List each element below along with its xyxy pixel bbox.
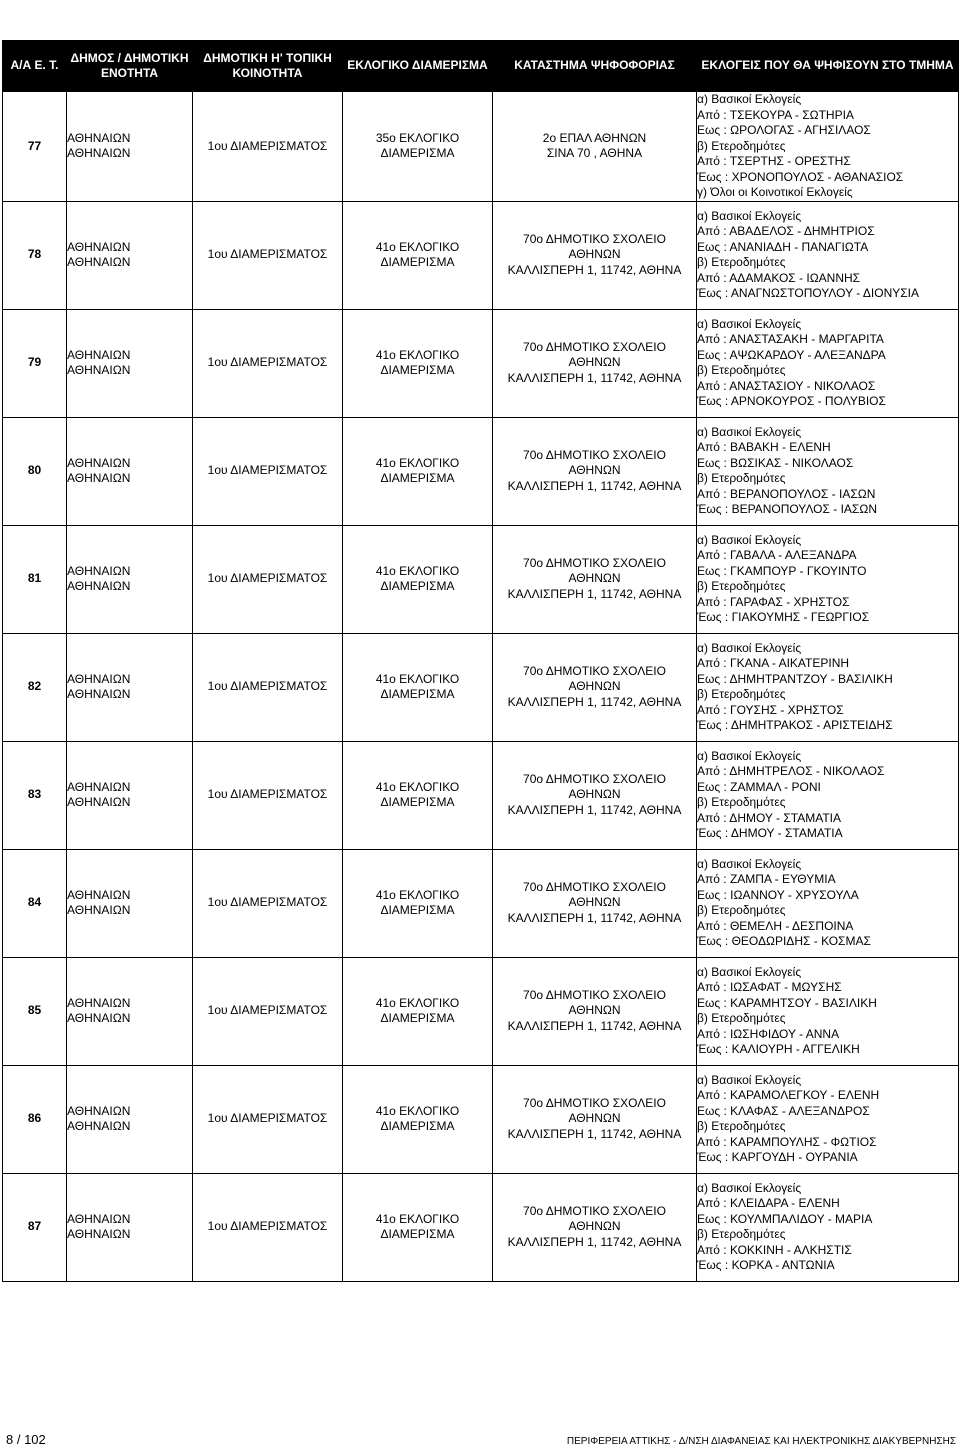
polling-store-cell bbox=[493, 957, 697, 1065]
municipal-unit-name: ΑΘΗΝΑΙΩΝ bbox=[67, 471, 131, 485]
row-number: 77 bbox=[3, 92, 67, 202]
voter-range-line: α) Βασικοί Εκλογείς bbox=[697, 1180, 802, 1195]
district-cell bbox=[343, 92, 493, 202]
row-number: 79 bbox=[3, 309, 67, 417]
municipality-cell bbox=[67, 92, 193, 202]
voter-range-line: α) Βασικοί Εκλογείς bbox=[697, 92, 802, 106]
district-line: ΔΙΑΜΕΡΙΣΜΑ bbox=[380, 903, 455, 917]
voter-range-line: α) Βασικοί Εκλογείς bbox=[697, 208, 802, 223]
district-line: ΔΙΑΜΕΡΙΣΜΑ bbox=[380, 146, 455, 161]
row-number: 87 bbox=[3, 1173, 67, 1281]
table-row bbox=[3, 849, 959, 957]
voter-range-line: α) Βασικοί Εκλογείς bbox=[697, 1072, 802, 1087]
community-cell: 1ου ΔΙΑΜΕΡΙΣΜΑΤΟΣ bbox=[193, 309, 343, 417]
voter-range-line: β) Ετεροδημότες bbox=[697, 1119, 786, 1133]
polling-store-cell bbox=[493, 201, 697, 309]
voter-range-line: Εως : ΖΑΜΜΑΛ - ΡΟΝΙ bbox=[697, 779, 821, 794]
store-address: ΚΑΛΛΙΣΠΕΡΗ 1, 11742, ΑΘΗΝΑ bbox=[507, 370, 682, 385]
polling-store-cell bbox=[493, 417, 697, 525]
store-address: ΚΑΛΛΙΣΠΕΡΗ 1, 11742, ΑΘΗΝΑ bbox=[507, 262, 682, 277]
store-line: ΑΘΗΝΩΝ bbox=[568, 571, 621, 586]
voters-cell bbox=[697, 849, 959, 957]
voter-range-line: Εως : ΑΨΩΚΑΡΔΟΥ - ΑΛΕΞΑΝΔΡΑ bbox=[697, 347, 886, 362]
row-number: 83 bbox=[3, 741, 67, 849]
district-line: ΔΙΑΜΕΡΙΣΜΑ bbox=[380, 1011, 455, 1025]
header-voters: ΕΚΛΟΓΕΙΣ ΠΟΥ ΘΑ ΨΗΦΙΣΟΥΝ ΣΤΟ ΤΜΗΜΑ bbox=[697, 41, 959, 92]
voters-cell bbox=[697, 633, 959, 741]
voter-range-line: Από : ΓΑΡΑΦΑΣ - ΧΡΗΣΤΟΣ bbox=[697, 594, 850, 609]
table-row bbox=[3, 741, 959, 849]
voter-range-line: Από : ΓΑΒΑΛΑ - ΑΛΕΞΑΝΔΡΑ bbox=[697, 548, 857, 562]
voter-range-line: Εως : ΚΛΑΦΑΣ - ΑΛΕΞΑΝΔΡΟΣ bbox=[697, 1103, 870, 1118]
header-store: ΚΑΤΑΣΤΗΜΑ ΨΗΦΟΦΟΡΙΑΣ bbox=[493, 41, 697, 92]
voter-range-line: Από : ΤΣΕΡΤΗΣ - ΟΡΕΣΤΗΣ bbox=[697, 154, 851, 168]
municipality-cell bbox=[67, 633, 193, 741]
municipality-name: ΑΘΗΝΑΙΩΝ bbox=[67, 1211, 131, 1226]
store-line: ΑΘΗΝΩΝ bbox=[568, 1111, 621, 1126]
store-address: ΚΑΛΛΙΣΠΕΡΗ 1, 11742, ΑΘΗΝΑ bbox=[507, 1234, 682, 1249]
header-municipality: ΔΗΜΟΣ / ΔΗΜΟΤΙΚΗ ΕΝΟΤΗΤΑ bbox=[67, 41, 193, 92]
voter-range-line: β) Ετεροδημότες bbox=[697, 138, 786, 153]
voter-range-line: Εως : ΔΗΜΗΤΡΑΝΤΖΟΥ - ΒΑΣΙΛΙΚΗ bbox=[697, 671, 893, 686]
table-row bbox=[3, 309, 959, 417]
municipality-name: ΑΘΗΝΑΙΩΝ bbox=[67, 455, 131, 470]
store-line: ΑΘΗΝΩΝ bbox=[568, 679, 621, 694]
polling-store-cell bbox=[493, 741, 697, 849]
municipality-cell bbox=[67, 309, 193, 417]
voter-range-line: Εως : ΒΩΣΙΚΑΣ - ΝΙΚΟΛΑΟΣ bbox=[697, 455, 854, 470]
voter-range-line: Από : ΚΛΕΙΔΑΡΑ - ΕΛΕΝΗ bbox=[697, 1196, 840, 1210]
municipality-name: ΑΘΗΝΑΙΩΝ bbox=[67, 995, 131, 1010]
store-address: ΚΑΛΛΙΣΠΕΡΗ 1, 11742, ΑΘΗΝΑ bbox=[507, 910, 682, 925]
municipal-unit-name: ΑΘΗΝΑΙΩΝ bbox=[67, 795, 131, 809]
store-address: ΚΑΛΛΙΣΠΕΡΗ 1, 11742, ΑΘΗΝΑ bbox=[507, 478, 682, 493]
voters-cell bbox=[697, 957, 959, 1065]
district-line: 41ο ΕΚΛΟΓΙΚΟ bbox=[375, 995, 460, 1010]
voter-range-line: α) Βασικοί Εκλογείς bbox=[697, 532, 802, 547]
district-cell bbox=[343, 309, 493, 417]
municipality-cell bbox=[67, 957, 193, 1065]
voter-range-line: Από : ΙΩΣΑΦΑΤ - ΜΩΥΣΗΣ bbox=[697, 980, 842, 994]
polling-store-cell bbox=[493, 1065, 697, 1173]
municipality-name: ΑΘΗΝΑΙΩΝ bbox=[67, 1103, 131, 1118]
municipality-cell bbox=[67, 849, 193, 957]
community-cell: 1ου ΔΙΑΜΕΡΙΣΜΑΤΟΣ bbox=[193, 957, 343, 1065]
voter-range-line: β) Ετεροδημότες bbox=[697, 255, 786, 269]
community-cell: 1ου ΔΙΑΜΕΡΙΣΜΑΤΟΣ bbox=[193, 1065, 343, 1173]
voter-range-line: Από : ΖΑΜΠΑ - ΕΥΘΥΜΙΑ bbox=[697, 872, 836, 886]
municipality-name: ΑΘΗΝΑΙΩΝ bbox=[67, 671, 131, 686]
store-name: 70ο ΔΗΜΟΤΙΚΟ ΣΧΟΛΕΙΟ bbox=[523, 1203, 666, 1218]
voter-range-line: Από : ΚΑΡΑΜΟΛΕΓΚΟΥ - ΕΛΕΝΗ bbox=[697, 1088, 880, 1102]
store-name: 70ο ΔΗΜΟΤΙΚΟ ΣΧΟΛΕΙΟ bbox=[523, 231, 666, 246]
voter-range-line: Από : ΒΕΡΑΝΟΠΟΥΛΟΣ - ΙΑΣΩΝ bbox=[697, 486, 876, 501]
store-name: 70ο ΔΗΜΟΤΙΚΟ ΣΧΟΛΕΙΟ bbox=[523, 771, 666, 786]
row-number: 78 bbox=[3, 201, 67, 309]
voter-range-line: β) Ετεροδημότες bbox=[697, 471, 786, 485]
row-number: 81 bbox=[3, 525, 67, 633]
municipal-unit-name: ΑΘΗΝΑΙΩΝ bbox=[67, 1227, 131, 1241]
store-name: 70ο ΔΗΜΟΤΙΚΟ ΣΧΟΛΕΙΟ bbox=[523, 447, 666, 462]
voter-range-line: Από : ΚΟΚΚΙΝΗ - ΑΛΚΗΣΤΙΣ bbox=[697, 1242, 852, 1257]
voters-cell bbox=[697, 525, 959, 633]
municipality-cell bbox=[67, 201, 193, 309]
voters-cell bbox=[697, 1065, 959, 1173]
district-line: 41ο ΕΚΛΟΓΙΚΟ bbox=[375, 1103, 460, 1118]
voter-range-line: Από : ΔΗΜΟΥ - ΣΤΑΜΑΤΙΑ bbox=[697, 810, 842, 825]
store-line: ΣΙΝΑ 70 , ΑΘΗΝΑ bbox=[546, 146, 643, 161]
community-cell: 1ου ΔΙΑΜΕΡΙΣΜΑΤΟΣ bbox=[193, 849, 343, 957]
header-num: Α/Α Ε. Τ. bbox=[3, 41, 67, 92]
voter-range-line: Εως : ΩΡΟΛΟΓΑΣ - ΑΓΗΣΙΛΑΟΣ bbox=[697, 123, 871, 137]
polling-stations-table bbox=[2, 40, 959, 1282]
table-row bbox=[3, 201, 959, 309]
community-cell: 1ου ΔΙΑΜΕΡΙΣΜΑΤΟΣ bbox=[193, 417, 343, 525]
store-line: ΑΘΗΝΩΝ bbox=[568, 787, 621, 802]
municipality-name: ΑΘΗΝΑΙΩΝ bbox=[67, 130, 131, 145]
voter-range-line: Εως : ΚΑΡΑΜΗΤΣΟΥ - ΒΑΣΙΛΙΚΗ bbox=[697, 995, 877, 1010]
polling-store-cell bbox=[493, 1173, 697, 1281]
district-line: 35ο ΕΚΛΟΓΙΚΟ bbox=[375, 130, 460, 145]
community-cell: 1ου ΔΙΑΜΕΡΙΣΜΑΤΟΣ bbox=[193, 741, 343, 849]
store-line: ΑΘΗΝΩΝ bbox=[568, 895, 621, 910]
voter-range-line: Από : ΑΒΑΔΕΛΟΣ - ΔΗΜΗΤΡΙΟΣ bbox=[697, 224, 875, 238]
store-line: ΑΘΗΝΩΝ bbox=[568, 1003, 621, 1018]
municipal-unit-name: ΑΘΗΝΑΙΩΝ bbox=[67, 363, 131, 377]
voter-range-line: Έως : ΔΗΜΟΥ - ΣΤΑΜΑΤΙΑ bbox=[697, 826, 843, 840]
header-community: ΔΗΜΟΤΙΚΗ Η' ΤΟΠΙΚΗ ΚΟΙΝΟΤΗΤΑ bbox=[193, 41, 343, 92]
municipal-unit-name: ΑΘΗΝΑΙΩΝ bbox=[67, 903, 131, 917]
footer-organization: ΠΕΡΙΦΕΡΕΙΑ ΑΤΤΙΚΗΣ - Δ/ΝΣΗ ΔΙΑΦΑΝΕΙΑΣ ΚΑΙ ΗΛΕΚΤΡΟΝΙΚΗΣ ΔΙΑΚΥΒΕΡΝΗΣΗΣ bbox=[566, 1436, 956, 1447]
row-number: 84 bbox=[3, 849, 67, 957]
district-line: 41ο ΕΚΛΟΓΙΚΟ bbox=[375, 455, 460, 470]
store-name: 70ο ΔΗΜΟΤΙΚΟ ΣΧΟΛΕΙΟ bbox=[523, 339, 666, 354]
voter-range-line: β) Ετεροδημότες bbox=[697, 795, 786, 809]
store-name: 2ο ΕΠΑΛ ΑΘΗΝΩΝ bbox=[542, 130, 647, 145]
municipal-unit-name: ΑΘΗΝΑΙΩΝ bbox=[67, 255, 131, 269]
voter-range-line: Εως : ΓΚΑΜΠΟΥΡ - ΓΚΟΥΙΝΤΟ bbox=[697, 563, 867, 578]
district-line: 41ο ΕΚΛΟΓΙΚΟ bbox=[375, 671, 460, 686]
voter-range-line: Από : ΤΣΕΚΟΥΡΑ - ΣΩΤΗΡΙΑ bbox=[697, 107, 854, 122]
store-address: ΚΑΛΛΙΣΠΕΡΗ 1, 11742, ΑΘΗΝΑ bbox=[507, 586, 682, 601]
municipality-name: ΑΘΗΝΑΙΩΝ bbox=[67, 887, 131, 902]
municipality-cell bbox=[67, 417, 193, 525]
voter-range-line: Από : ΙΩΣΗΦΙΔΟΥ - ΑΝΝΑ bbox=[697, 1026, 840, 1041]
voter-range-line: Από : ΑΔΑΜΑΚΟΣ - ΙΩΑΝΝΗΣ bbox=[697, 270, 861, 285]
district-cell bbox=[343, 633, 493, 741]
district-line: 41ο ΕΚΛΟΓΙΚΟ bbox=[375, 779, 460, 794]
municipality-cell bbox=[67, 1173, 193, 1281]
store-address: ΚΑΛΛΙΣΠΕΡΗ 1, 11742, ΑΘΗΝΑ bbox=[507, 802, 682, 817]
voter-range-line: Έως : ΧΡΟΝΟΠΟΥΛΟΣ - ΑΘΑΝΑΣΙΟΣ bbox=[697, 169, 904, 184]
polling-store-cell bbox=[493, 849, 697, 957]
voter-range-line: α) Βασικοί Εκλογείς bbox=[697, 964, 802, 979]
district-cell bbox=[343, 1065, 493, 1173]
voter-range-line: Από : ΒΑΒΑΚΗ - ΕΛΕΝΗ bbox=[697, 440, 831, 454]
voter-range-line: Έως : ΚΑΛΙΟΥΡΗ - ΑΓΓΕΛΙΚΗ bbox=[697, 1042, 860, 1056]
store-address: ΚΑΛΛΙΣΠΕΡΗ 1, 11742, ΑΘΗΝΑ bbox=[507, 1126, 682, 1141]
voters-cell bbox=[697, 1173, 959, 1281]
voter-range-line: β) Ετεροδημότες bbox=[697, 1011, 786, 1025]
district-cell bbox=[343, 1173, 493, 1281]
community-cell: 1ου ΔΙΑΜΕΡΙΣΜΑΤΟΣ bbox=[193, 633, 343, 741]
voter-range-line: Από : ΑΝΑΣΤΑΣΑΚΗ - ΜΑΡΓΑΡΙΤΑ bbox=[697, 332, 884, 346]
voters-cell bbox=[697, 417, 959, 525]
municipal-unit-name: ΑΘΗΝΑΙΩΝ bbox=[67, 1119, 131, 1133]
voter-range-line: α) Βασικοί Εκλογείς bbox=[697, 856, 802, 871]
voter-range-line: Εως : ΙΩΑΝΝΟΥ - ΧΡΥΣΟΥΛΑ bbox=[697, 887, 859, 902]
district-line: ΔΙΑΜΕΡΙΣΜΑ bbox=[380, 255, 455, 269]
district-line: ΔΙΑΜΕΡΙΣΜΑ bbox=[380, 795, 455, 809]
municipal-unit-name: ΑΘΗΝΑΙΩΝ bbox=[67, 1011, 131, 1025]
district-cell bbox=[343, 741, 493, 849]
district-cell bbox=[343, 957, 493, 1065]
store-address: ΚΑΛΛΙΣΠΕΡΗ 1, 11742, ΑΘΗΝΑ bbox=[507, 694, 682, 709]
municipality-cell bbox=[67, 741, 193, 849]
table-row bbox=[3, 1173, 959, 1281]
voter-range-line: Έως : ΚΑΡΓΟΥΔΗ - ΟΥΡΑΝΙΑ bbox=[697, 1150, 858, 1164]
voter-range-line: Έως : ΚΟΡΚΑ - ΑΝΤΩΝΙΑ bbox=[697, 1258, 835, 1272]
municipality-name: ΑΘΗΝΑΙΩΝ bbox=[67, 239, 131, 254]
store-name: 70ο ΔΗΜΟΤΙΚΟ ΣΧΟΛΕΙΟ bbox=[523, 879, 666, 894]
district-cell bbox=[343, 849, 493, 957]
community-cell: 1ου ΔΙΑΜΕΡΙΣΜΑΤΟΣ bbox=[193, 1173, 343, 1281]
header-district: ΕΚΛΟΓΙΚΟ ΔΙΑΜΕΡΙΣΜΑ bbox=[343, 41, 493, 92]
voter-range-line: β) Ετεροδημότες bbox=[697, 363, 786, 377]
municipal-unit-name: ΑΘΗΝΑΙΩΝ bbox=[67, 146, 131, 161]
row-number: 82 bbox=[3, 633, 67, 741]
store-name: 70ο ΔΗΜΟΤΙΚΟ ΣΧΟΛΕΙΟ bbox=[523, 663, 666, 678]
voter-range-line: Από : ΑΝΑΣΤΑΣΙΟΥ - ΝΙΚΟΛΑΟΣ bbox=[697, 378, 876, 393]
district-line: ΔΙΑΜΕΡΙΣΜΑ bbox=[380, 1227, 455, 1241]
store-line: ΑΘΗΝΩΝ bbox=[568, 247, 621, 262]
voter-range-line: β) Ετεροδημότες bbox=[697, 1227, 786, 1241]
voter-range-line: Έως : ΘΕΟΔΩΡΙΔΗΣ - ΚΟΣΜΑΣ bbox=[697, 934, 871, 948]
voters-cell bbox=[697, 741, 959, 849]
district-line: 41ο ΕΚΛΟΓΙΚΟ bbox=[375, 347, 460, 362]
polling-store-cell bbox=[493, 633, 697, 741]
voter-range-line: Έως : ΒΕΡΑΝΟΠΟΥΛΟΣ - ΙΑΣΩΝ bbox=[697, 502, 877, 516]
polling-store-cell bbox=[493, 309, 697, 417]
district-cell bbox=[343, 201, 493, 309]
voter-range-line: α) Βασικοί Εκλογείς bbox=[697, 640, 802, 655]
municipality-name: ΑΘΗΝΑΙΩΝ bbox=[67, 779, 131, 794]
voter-range-line: β) Ετεροδημότες bbox=[697, 903, 786, 917]
voters-cell bbox=[697, 309, 959, 417]
store-line: ΑΘΗΝΩΝ bbox=[568, 355, 621, 370]
municipal-unit-name: ΑΘΗΝΑΙΩΝ bbox=[67, 579, 131, 593]
voter-range-line: α) Βασικοί Εκλογείς bbox=[697, 748, 802, 763]
polling-store-cell bbox=[493, 525, 697, 633]
municipality-name: ΑΘΗΝΑΙΩΝ bbox=[67, 563, 131, 578]
voters-cell bbox=[697, 201, 959, 309]
voter-range-line: Από : ΚΑΡΑΜΠΟΥΛΗΣ - ΦΩΤΙΟΣ bbox=[697, 1134, 877, 1149]
district-line: ΔΙΑΜΕΡΙΣΜΑ bbox=[380, 471, 455, 485]
voter-range-line: α) Βασικοί Εκλογείς bbox=[697, 316, 802, 331]
municipal-unit-name: ΑΘΗΝΑΙΩΝ bbox=[67, 687, 131, 701]
voter-range-line: Από : ΔΗΜΗΤΡΕΛΟΣ - ΝΙΚΟΛΑΟΣ bbox=[697, 764, 885, 778]
district-line: 41ο ΕΚΛΟΓΙΚΟ bbox=[375, 1211, 460, 1226]
table-row bbox=[3, 633, 959, 741]
municipality-cell bbox=[67, 1065, 193, 1173]
voter-range-line: Εως : ΚΟΥΛΜΠΑΛΙΔΟΥ - ΜΑΡΙΑ bbox=[697, 1211, 873, 1226]
district-cell bbox=[343, 525, 493, 633]
voter-range-line: Έως : ΑΡΝΟΚΟΥΡΟΣ - ΠΟΛΥΒΙΟΣ bbox=[697, 394, 886, 408]
municipality-name: ΑΘΗΝΑΙΩΝ bbox=[67, 347, 131, 362]
community-cell: 1ου ΔΙΑΜΕΡΙΣΜΑΤΟΣ bbox=[193, 92, 343, 202]
district-line: 41ο ΕΚΛΟΓΙΚΟ bbox=[375, 563, 460, 578]
table-header-row bbox=[3, 41, 959, 92]
municipality-cell bbox=[67, 525, 193, 633]
community-cell: 1ου ΔΙΑΜΕΡΙΣΜΑΤΟΣ bbox=[193, 201, 343, 309]
district-line: ΔΙΑΜΕΡΙΣΜΑ bbox=[380, 579, 455, 593]
district-line: 41ο ΕΚΛΟΓΙΚΟ bbox=[375, 887, 460, 902]
store-name: 70ο ΔΗΜΟΤΙΚΟ ΣΧΟΛΕΙΟ bbox=[523, 555, 666, 570]
store-line: ΑΘΗΝΩΝ bbox=[568, 1219, 621, 1234]
voter-range-line: β) Ετεροδημότες bbox=[697, 687, 786, 701]
table-row bbox=[3, 957, 959, 1065]
community-cell: 1ου ΔΙΑΜΕΡΙΣΜΑΤΟΣ bbox=[193, 525, 343, 633]
polling-store-cell bbox=[493, 92, 697, 202]
store-name: 70ο ΔΗΜΟΤΙΚΟ ΣΧΟΛΕΙΟ bbox=[523, 987, 666, 1002]
voter-range-line: Έως : ΔΗΜΗΤΡΑΚΟΣ - ΑΡΙΣΤΕΙΔΗΣ bbox=[697, 718, 893, 732]
table-row bbox=[3, 525, 959, 633]
page-number: 8 / 102 bbox=[6, 1432, 46, 1447]
table-row bbox=[3, 1065, 959, 1173]
voter-range-line: Έως : ΓΙΑΚΟΥΜΗΣ - ΓΕΩΡΓΙΟΣ bbox=[697, 610, 870, 624]
district-line: ΔΙΑΜΕΡΙΣΜΑ bbox=[380, 1119, 455, 1133]
store-line: ΑΘΗΝΩΝ bbox=[568, 463, 621, 478]
voter-range-line: α) Βασικοί Εκλογείς bbox=[697, 424, 802, 439]
store-address: ΚΑΛΛΙΣΠΕΡΗ 1, 11742, ΑΘΗΝΑ bbox=[507, 1018, 682, 1033]
voter-range-line: Έως : ΑΝΑΓΝΩΣΤΟΠΟΥΛΟΥ - ΔΙΟΝΥΣΙΑ bbox=[697, 286, 920, 300]
voter-range-line: Από : ΓΚΑΝΑ - ΑΙΚΑΤΕΡΙΝΗ bbox=[697, 656, 850, 670]
table-row bbox=[3, 417, 959, 525]
voters-cell bbox=[697, 92, 959, 202]
store-name: 70ο ΔΗΜΟΤΙΚΟ ΣΧΟΛΕΙΟ bbox=[523, 1095, 666, 1110]
voter-range-line: γ) Όλοι οι Κοινοτικοί Εκλογείς bbox=[697, 185, 853, 199]
row-number: 85 bbox=[3, 957, 67, 1065]
voter-range-line: Από : ΓΟΥΣΗΣ - ΧΡΗΣΤΟΣ bbox=[697, 702, 844, 717]
district-cell bbox=[343, 417, 493, 525]
district-line: ΔΙΑΜΕΡΙΣΜΑ bbox=[380, 687, 455, 701]
row-number: 86 bbox=[3, 1065, 67, 1173]
voter-range-line: β) Ετεροδημότες bbox=[697, 579, 786, 593]
voter-range-line: Εως : ΑΝΑΝΙΑΔΗ - ΠΑΝΑΓΙΩΤΑ bbox=[697, 239, 869, 254]
district-line: ΔΙΑΜΕΡΙΣΜΑ bbox=[380, 363, 455, 377]
voter-range-line: Από : ΘΕΜΕΛΗ - ΔΕΣΠΟΙΝΑ bbox=[697, 918, 854, 933]
table-row bbox=[3, 92, 959, 202]
district-line: 41ο ΕΚΛΟΓΙΚΟ bbox=[375, 239, 460, 254]
row-number: 80 bbox=[3, 417, 67, 525]
